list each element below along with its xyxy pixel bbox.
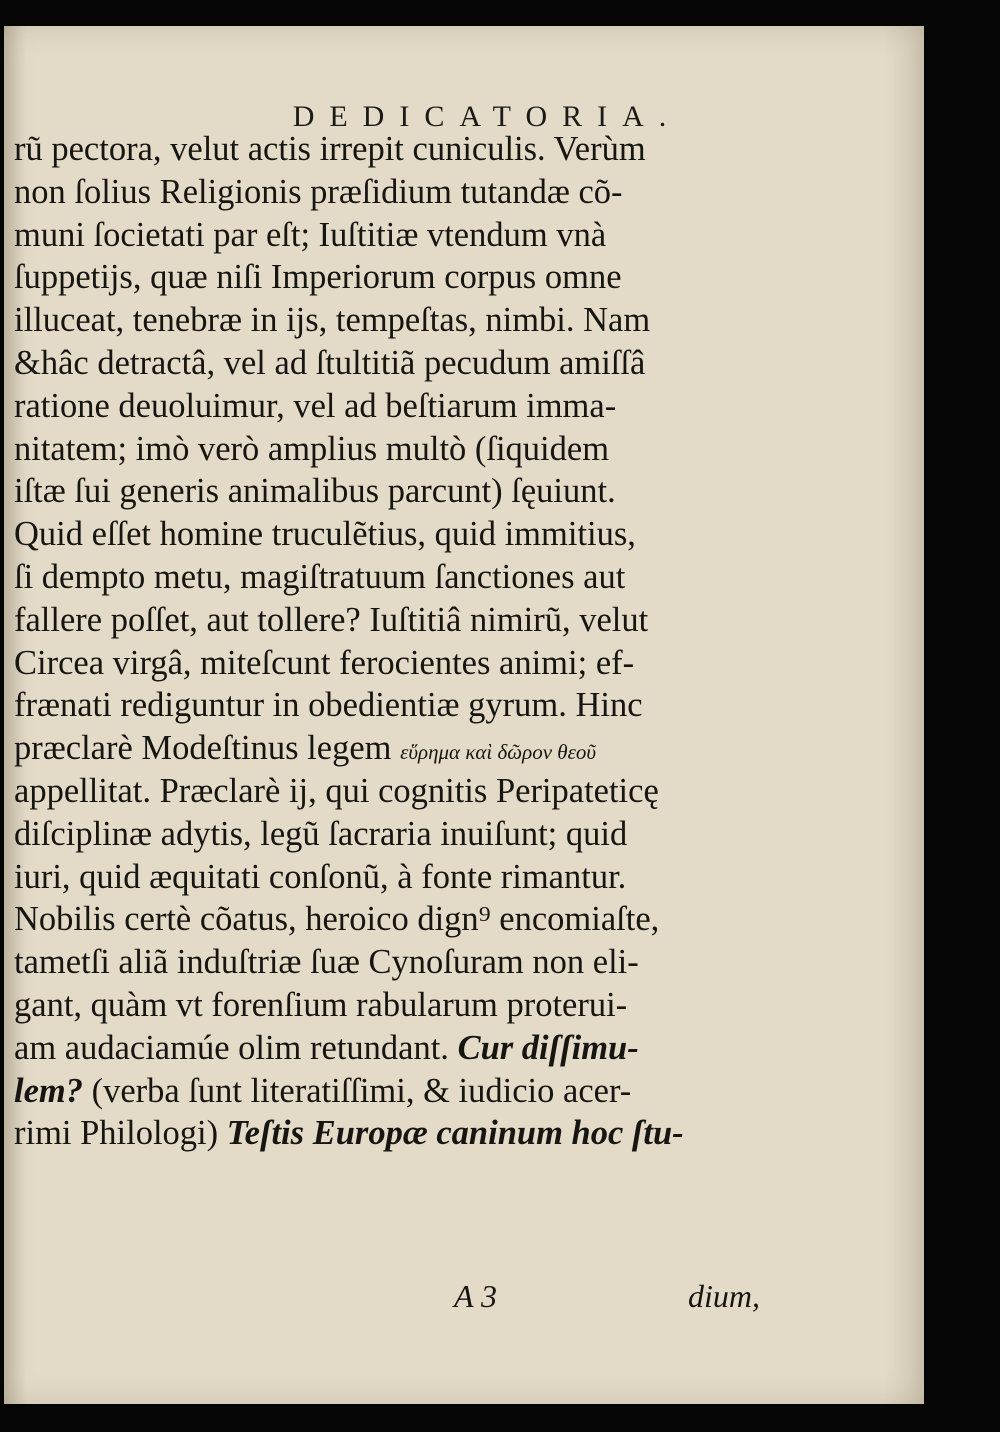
greek-phrase: εὕρημα καὶ δῶρον θεοῦ (400, 740, 596, 765)
text-line: &hâc detractâ, vel ad ſtultitiã pecudum amiſſâ (14, 343, 646, 382)
text-line: Quid eſſet homine truculẽtius, quid immitius, (14, 515, 636, 554)
text-line: ſuppetijs, quæ niſi Imperiorum corpus omne (14, 258, 622, 297)
text-line: illuceat, tenebræ in ijs, tempeſtas, nimbi. Nam (14, 301, 651, 340)
text-line: rũ pectora, velut actis irrepit cuniculis. Verùm (14, 130, 646, 168)
text-line: gant, quàm vt forenſium rabularum proterui- (14, 985, 628, 1024)
text-line: frænati rediguntur in obedientiæ gyrum. Hinc (14, 686, 643, 725)
text-fragment: (verba ſunt literatiſſimi, & iudicio acer- (91, 1071, 632, 1110)
text-line: diſciplinæ adytis, legũ ſacraria inuiſunt; quid (14, 814, 628, 853)
italic-quote: Cur diſſimu- (457, 1028, 639, 1067)
text-line: iſtæ ſui generis animalibus parcunt) ſęuiunt. (14, 472, 616, 511)
text-line: fallere poſſet, aut tollere? Iuſtitiâ nimirũ, velut (14, 600, 649, 639)
text-fragment: am audaciamúe olim retundant. (14, 1028, 449, 1067)
text-line-with-italic (14, 1070, 894, 1113)
text-line: appellitat. Præclarè ij, qui cognitis Peripateticę (14, 771, 659, 810)
text-line-with-italic (14, 1027, 894, 1070)
catchword: dium, (688, 1278, 760, 1314)
text-line: nitatem; imò verò amplius multò (ſiquidem (14, 429, 610, 468)
text-line: non ſolius Religionis præſidium tutandæ cõ- (14, 172, 623, 211)
text-fragment: rimi Philologi) (14, 1114, 219, 1153)
text-line: tametſi aliã induſtriæ ſuæ Cynoſuram non eli- (14, 943, 639, 982)
text-line-with-greek (14, 727, 894, 770)
text-line-with-italic (14, 1112, 894, 1155)
text-line: iuri, quid æquitati conſonũ, à fonte rimantur. (14, 857, 627, 896)
italic-quote: Teſtis Europæ caninum hoc ſtu- (226, 1114, 684, 1153)
signature-mark: A 3 (454, 1278, 497, 1314)
text-line: ſi dempto metu, magiſtratuum ſanctiones aut (14, 557, 626, 596)
text-line: Circea virgâ, miteſcunt ferocientes animi; ef- (14, 643, 635, 682)
book-page (4, 26, 924, 1404)
text-fragment: præclarè Modeſtinus legem (14, 729, 392, 768)
italic-quote: lem? (14, 1071, 83, 1110)
running-header: DEDICATORIA. (292, 100, 682, 133)
text-line: muni ſocietati par eſt; Iuſtitiæ vtendum vnà (14, 215, 607, 254)
body-text (14, 128, 894, 1155)
text-line: ratione deuoluimur, vel ad beſtiarum imma- (14, 386, 617, 425)
text-line: Nobilis certè cõatus, heroico dign⁹ encomiaſte, (14, 900, 660, 939)
